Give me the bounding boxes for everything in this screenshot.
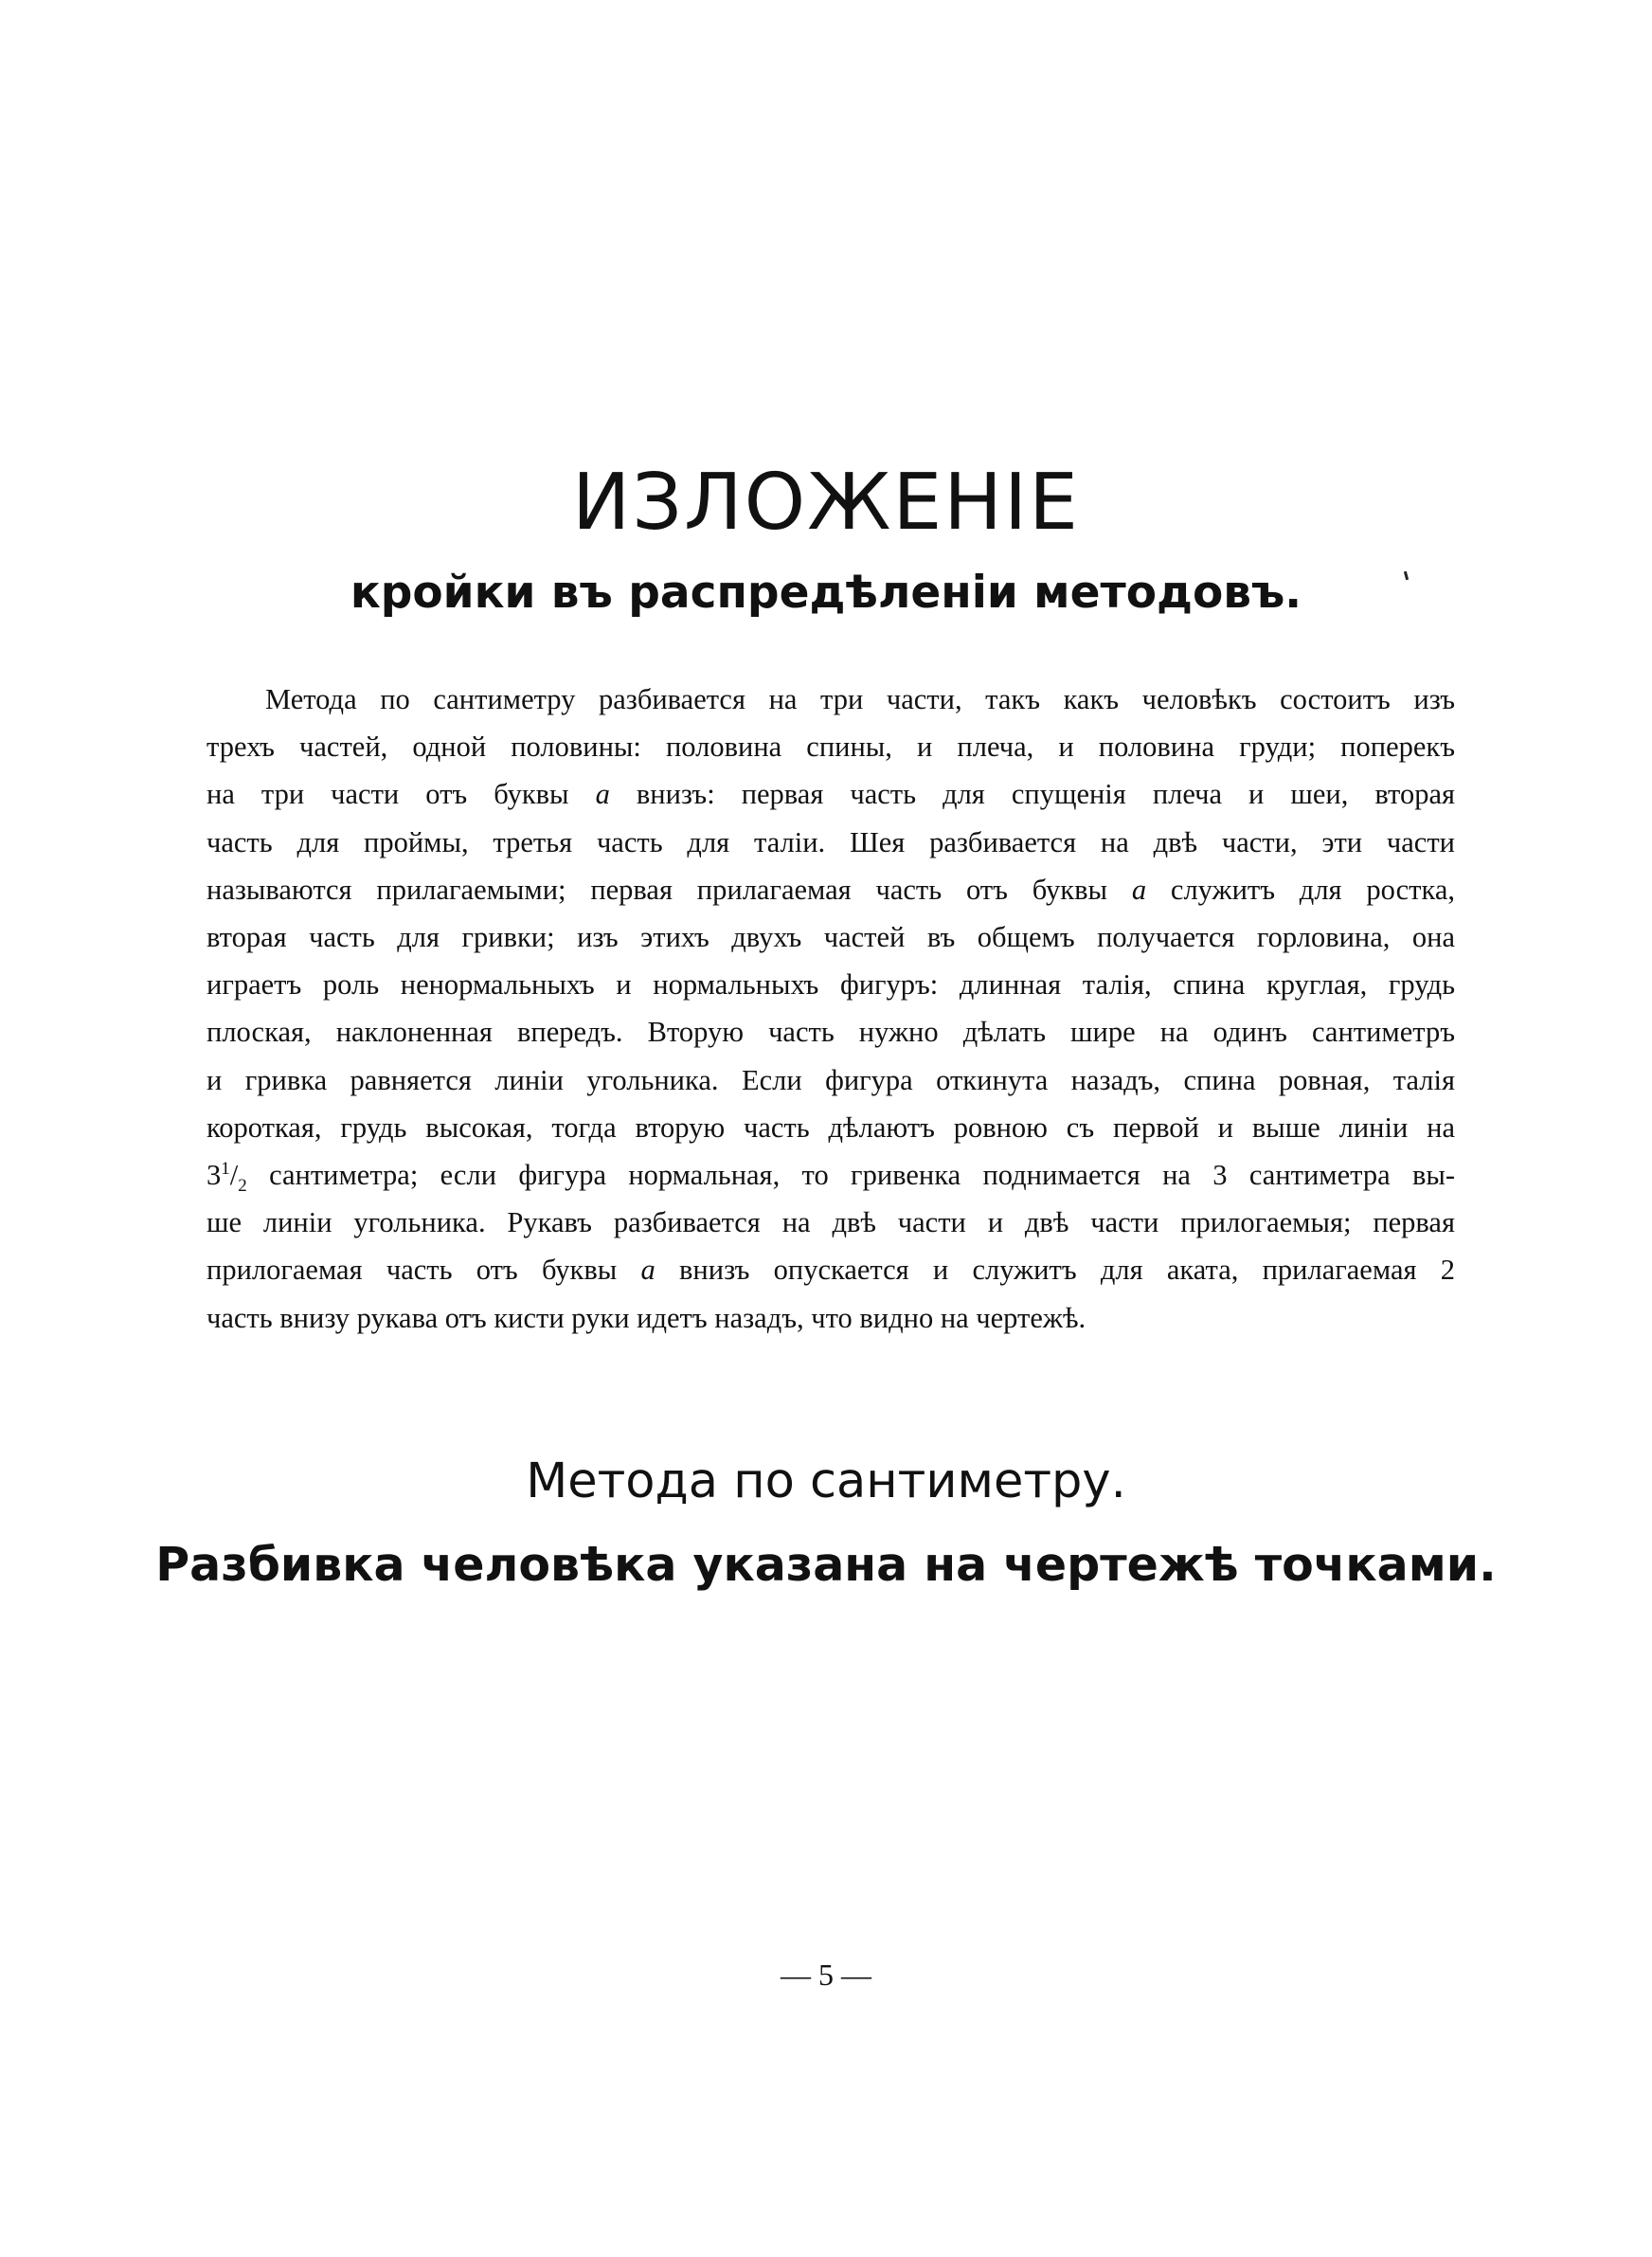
- body-line-8: плоская, наклоненная впередъ. Вторую часть нужно дѣлать шире на одинъ сантиметръ: [206, 1016, 1455, 1049]
- body-line-10: короткая, грудь высокая, тогда вторую часть дѣлаютъ ровною съ первой и выше линіи на: [206, 1110, 1455, 1144]
- body-line-5: называются прилагаемыми; первая прилагаемая часть отъ буквы а служитъ для ростка,: [206, 873, 1456, 906]
- body-line-4: часть для проймы, третья часть для таліи. Шея разбивается на двѣ части, эти части: [206, 825, 1455, 858]
- page-title: ИЗЛОЖЕНІЕ: [572, 458, 1080, 548]
- letter-a: а: [595, 778, 610, 811]
- section-subtitle: Разбивка человѣка указана на чертежѣ точками.: [155, 1538, 1497, 1592]
- body-line-13: прилогаемая часть отъ буквы а внизъ опускается и служитъ для аката, прилагаемая 2: [206, 1254, 1456, 1287]
- letter-a: а: [1131, 873, 1147, 906]
- body-line-6: вторая часть для гривки; изъ этихъ двухъ частей въ общемъ получается горловина, она: [206, 921, 1455, 954]
- letter-a: а: [640, 1254, 655, 1287]
- section-title: Метода по сантиметру.: [526, 1454, 1126, 1509]
- body-paragraph: [206, 676, 1455, 1342]
- page-subtitle: кройки въ распредѣленіи методовъ.: [350, 567, 1302, 619]
- body-line-2: трехъ частей, одной половины: половина спины, и плеча, и половина груди; поперекъ: [206, 731, 1455, 764]
- page-number: — 5 —: [781, 1958, 871, 1992]
- body-line-11: $3^1/_2$ сантиметра; если фигура нормальная, то гривенка поднимается на 3 сантиметра вы-: [206, 1158, 1455, 1197]
- body-line-1: Метода по сантиметру разбивается на три части, такъ какъ человѣкъ состоитъ изъ: [265, 683, 1455, 715]
- body-line-14: часть внизу рукава отъ кисти руки идетъ назадъ, что видно на чертежѣ.: [206, 1301, 1086, 1334]
- body-line-3: на три части отъ буквы а внизъ: первая часть для спущенія плеча и шеи, вторая: [206, 778, 1456, 811]
- body-line-7: играетъ роль ненормальныхъ и нормальныхъ фигуръ: длинная талія, спина круглая, грудь: [206, 968, 1455, 1002]
- body-line-9: и гривка равняется линіи угольника. Если фигура откинута назадъ, спина ровная, талія: [206, 1063, 1455, 1096]
- fraction: $3^1/_2$: [206, 1158, 247, 1197]
- body-line-12: ше линіи угольника. Рукавъ разбивается на двѣ части и двѣ части прилогаемыя; первая: [206, 1206, 1455, 1239]
